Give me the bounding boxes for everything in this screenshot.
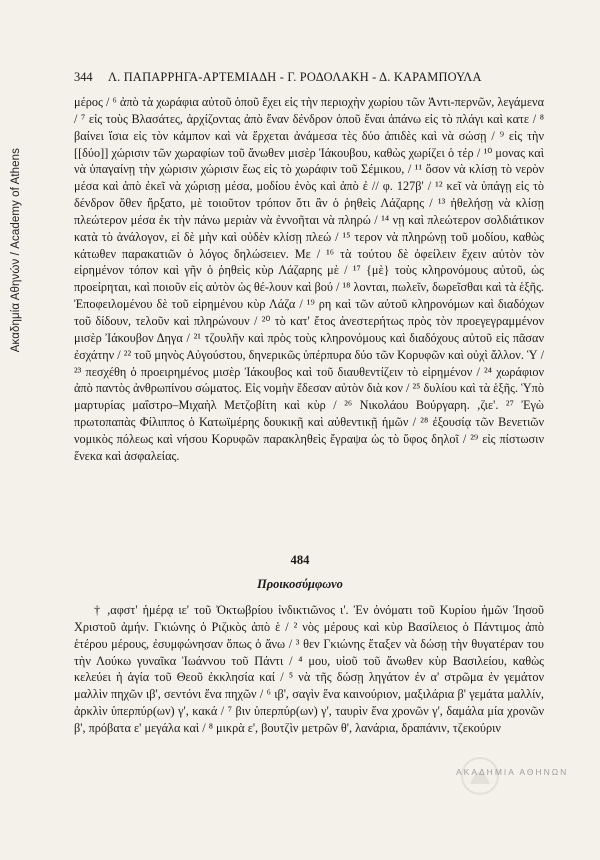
watermark-text: ΑΚΑΔΗΜΙΑ ΑΘΗΝΩΝ (456, 767, 569, 777)
academy-seal-watermark-icon (452, 754, 562, 806)
page-header (74, 70, 544, 85)
document-number: 484 (290, 553, 310, 567)
paragraph-document-text: † ,αφστ' ἡμέρᾳ ιε' τοῦ Ὀκτωβρίου ἰνδικτιῶνος ι'. Ἐν ὀνόματι τοῦ Κυρίου ἡμῶν Ἰησοῦ Χριστοῦ ἀμήν. Γκιώνης ὁ Ριζικὸς ἀπὸ ἑ / ² νὸς μέρους καὶ κὺρ Βασίλειος ὁ Πάντιμος ἀπὸ ἑτέρου μέρους, ἐσυμφώνησαν ὅπως ὁ ἄνω / ³ θεν Γκιώνης ἔταξεν νὰ δώσῃ τὴν θυγατέραν του τὴν Λούκω γυναῖκα Ἰωάννου τοῦ Πάντι / ⁴ μου, υἱοῦ τοῦ ἄνωθεν κὺρ Βασιλείου, καθὼς κελεύει ἡ ἁγία τοῦ Θεοῦ ἐκκλησία καί / ⁵ νὰ τῆς δώσῃ ληγάτον ἐν α' στρῶμα ἐν γεμάτον μαλλὶν πηχῶν ιβ', σεντόνι ἕνα πηχῶν / ⁶ ιβ', σαγὶν ἕνα καινούριον, μαξιλάρια β' γεμάτα μαλλίν, ἀρκλὶν ὑπερπύρ(ων) γ', κακά / ⁷ βιν ὑπερπύρ(ων) γ', ταυρὶν ἕνα χρονῶν γ', δαμάλα μία χρονῶν β', πρόβατα ε' μεγάλα καὶ / ⁸ μικρὰ ε', βουτζὶν μετρῶν θ', λανάρια, δραπάνιν, τζεκούριν (74, 603, 544, 735)
document-title: Προικοσύμφωνο (257, 577, 343, 591)
page-number: 344 (74, 70, 93, 84)
running-head: Λ. ΠΑΠΑΡΡΗΓΑ-ΑΡΤΕΜΙΑΔΗ - Γ. ΡΟΔΟΛΑΚΗ - Δ. ΚΑΡΑΜΠΟΥΛΑ (108, 70, 482, 84)
archive-side-label: Ακαδημία Αθηνών / Academy of Athens (10, 148, 22, 353)
paragraph-continued: μέρος / ⁶ ἀπὸ τὰ χωράφια αὐτοῦ ὁποῦ ἔχει εἰς τὴν περιοχὴν χωρίου τῶν Ἀντι-περνῶν, λεγάμενα / ⁷ εἰς τοὺς Βλασάτες, ἀρχίζοντας ἀπὸ ἕναν δένδρον ὁποῦ ἔναι ἀπάνω εἰς τὸ πλάγι καὶ κατε / ⁸ βαίνει ἴσια εἰς τὸν κάμπον καὶ νὰ ἔρχεται ἀνάμεσα τὲς δύο ἀπιδὲς καὶ νὰ σώσῃ / ⁹ εἰς τὴν [[δύο]] χώρισιν τῶν χωραφίων τοῦ ἄνωθεν μισὲρ Ἰάκουβου, καθὼς χωρίζει ὁ τέρ / ¹⁰ μονας καὶ νὰ ὑπαγαίνῃ τὴν χώρισιν χώρισιν ἕως εἰς τὸ χωράφιν τοῦ Σέμικου, / ¹¹ ὅσον νὰ κλίσῃ τὸ νερὸν μέσα καὶ ἀπὸ ἐκεῖ νὰ χώρισῃ μέσα, μοδίου ἑνὸς καὶ ἀπὸ ἐ // φ. 127β' / ¹² κεῖ νὰ ὑπάγῃ εἰς τὸ δένδρον ὅθεν ἤρξατο, μὲ τοιοῦτον τρόπον ὅτι ἂν ὁ ῥηθεὶς Λάζαρης / ¹³ ἠθελήσῃ νὰ κλίσῃ πλεώτερον μέσα ἐκ τὴν πάνω μεριὰν νὰ ἐννοῆται νὰ πληρώ / ¹⁴ νῃ καὶ πλεώτερον σολδιάτικον κατὰ τὸ ἀνάλογον, εἰ δὲ μὴν καὶ οὐδὲν κλίσῃ πλεώ / ¹⁵ τερον νὰ πληρώνῃ τοῦ μοδίου, καθὼς κάτωθεν παρακατιῶν ὁ λόγος δηλώσειεν. Με / ¹⁶ τὰ τούτου δὲ ὀφείλειν ἔχειν αὐτὸν τὸν εἰρημένον τόπον καὶ γῆν ὁ ῥηθεὶς κὺρ Λάζαρης μὲ / ¹⁷ {μὲ} τοὺς κληρονόμους αὐτοῦ, ὡς προείρηται, καὶ ποιοῦν εἰς αὐτὸν ὡς θέ-λουν καὶ βού / ¹⁸ λονται, πωλεῖν, δωρεῖσθαι καὶ τὰ ἑξῆς. Ἐποφειλομένου δὲ τοῦ εἰρημένου κὺρ Λάζα / ¹⁹ ρη καὶ τῶν αὐτοῦ κληρονόμων καὶ διαδόχων τοῦ δίδουν, τελοῦν καὶ πληρώνουν / ²⁰ τὸ κατ' ἔτος ἀνεστερήτως πρὸς τὸν προεγεγραμμένον μισὲρ Ἰάκουβον Δηγα / ²¹ τζουλῆν καὶ πρὸς τοὺς κληρονόμους καὶ διαδόχους αὐτοῦ εἰς πᾶσαν ἐσχάτην / ²² τοῦ μηνὸς Αὐγούστου, δηνερικῶς ὑπέρπυρα δύο τῶν Κορυφῶν καὶ οὐχὶ ἄλλον. Ὑ / ²³ πεσχέθη ὁ προειρημένος μισὲρ Ἰάκουβος καὶ τοῦ διαυθεντίζειν τὸ εἰρημένον / ²⁴ χωράφιον ἀπὸ παντὸς ἀνθρωπίνου σώματος. Εἰς νομὴν ἔδεσαν αὐτὸν διὰ κον / ²⁵ δυλίου καὶ τὰ ἑξῆς. Ὑπὸ μαρτυρίας μαΐστρο–Μιχαὴλ Μετζοβίτη καὶ κὺρ / ²⁶ Νικολάου Βούργαρη. ,ζιε'. ²⁷ Ἐγὼ πρωτοπαπὰς Φίλιππος ὁ Κατωϊμέρης δουκικῇ καὶ αὐθεντικῇ ἡμῶν / ²⁸ ἐξουσίᾳ τῶν Βενετιῶν νομικὸς πόλεως καὶ νήσου Κορυφῶν παρακληθεὶς ἔγραψα ὡς τὸ ὕφος δηλοῖ / ²⁹ εἰς πίστωσιν ἕνεκα καὶ ἀσφαλείας. (74, 95, 544, 463)
